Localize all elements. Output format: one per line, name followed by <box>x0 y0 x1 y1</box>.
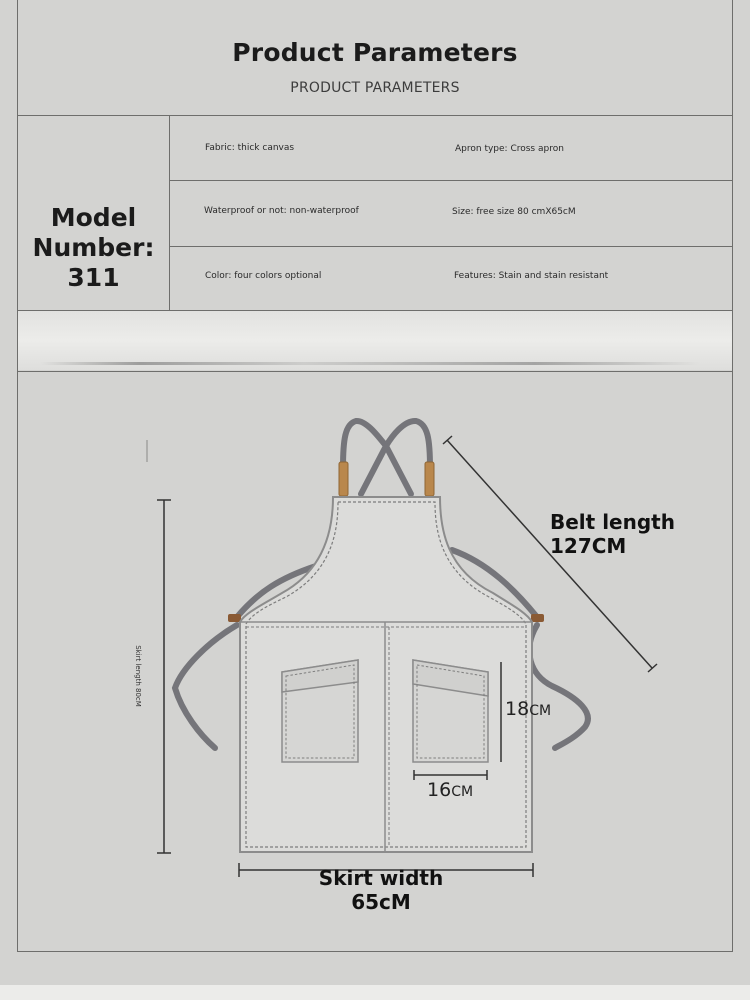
pocket-width-label <box>427 779 473 801</box>
spec-color: Color: four colors optional <box>205 271 322 281</box>
spec-fabric: Fabric: thick canvas <box>205 143 295 153</box>
pocket-height-unit: CM <box>529 703 552 719</box>
spec-waterproof: Waterproof or not: non-waterproof <box>204 206 359 216</box>
skirt-width-value: 65cM <box>351 890 411 914</box>
model-line: 311 <box>67 263 120 292</box>
neck-strap <box>343 421 430 494</box>
model-line: Number: <box>32 233 155 262</box>
belt-length-label <box>550 510 675 558</box>
spec-features: Features: Stain and stain resistant <box>454 271 609 281</box>
belt-length-value: 127CM <box>550 534 627 558</box>
pocket-height-label <box>505 698 551 720</box>
spec-apron-type: Apron type: Cross apron <box>455 144 564 154</box>
page-title: Product Parameters <box>232 38 518 67</box>
page-subtitle: PRODUCT PARAMETERS <box>290 80 460 96</box>
belt-length-title: Belt length <box>550 510 675 534</box>
pocket-height-value: 18 <box>505 698 530 720</box>
model-line: Model <box>50 203 137 232</box>
pocket-width-value: 16 <box>427 779 452 801</box>
skirt-width-label <box>240 866 522 914</box>
leather-tab <box>339 462 434 496</box>
pocket-left <box>282 660 358 762</box>
skirt-length-label: Skirt length 80cM <box>134 645 142 707</box>
spec-size: Size: free size 80 cmX65cM <box>452 207 576 217</box>
skirt-width-title: Skirt width <box>318 866 444 890</box>
pocket-width-unit: CM <box>451 784 474 800</box>
bottom-band <box>0 985 750 1000</box>
